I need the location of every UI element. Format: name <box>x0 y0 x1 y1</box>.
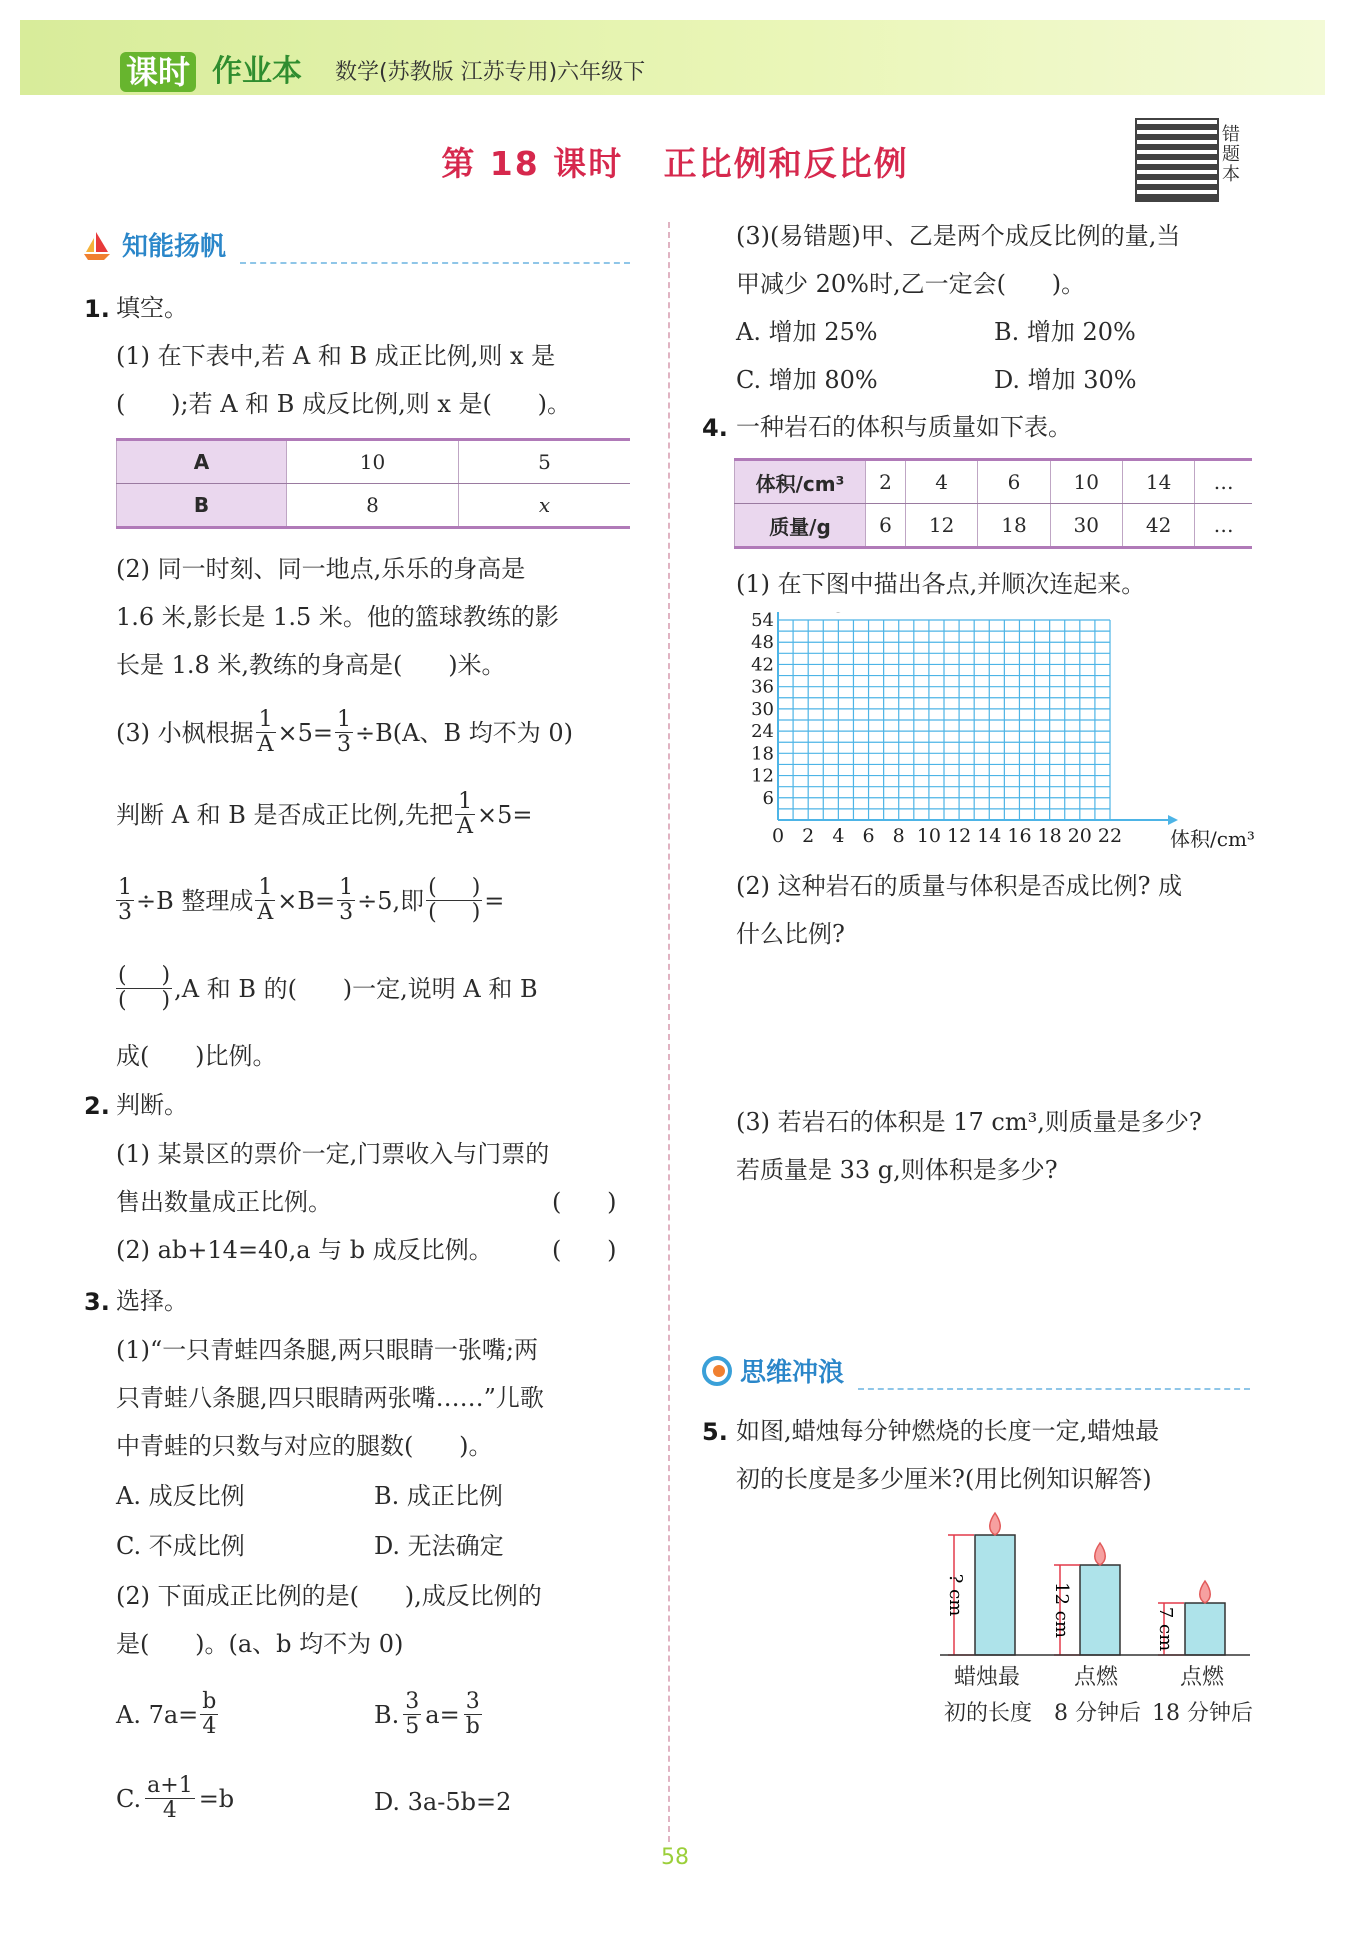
table-cell: 14 <box>1122 460 1194 504</box>
q4-part2-line2: 什么比例? <box>736 920 845 948</box>
text: C. <box>116 1784 142 1813</box>
candle-initial <box>945 1513 1015 1655</box>
x-tick-label: 8 <box>892 825 905 847</box>
q5-line2: 初的长度是多少厘米?(用比例知识解答) <box>736 1465 1152 1493</box>
table-cell: 42 <box>1122 504 1194 548</box>
y-tick-label: 36 <box>751 676 774 698</box>
q4-part3-line2: 若质量是 33 g,则体积是多少? <box>736 1156 1058 1184</box>
option-b[interactable] <box>374 1690 482 1739</box>
blank-fraction[interactable] <box>116 964 172 1013</box>
q1-part3-line5: 成( )比例。 <box>116 1042 277 1070</box>
option-b[interactable]: B. 增加 20% <box>994 318 1136 346</box>
question-number: 4. <box>702 414 728 442</box>
numerator: 1 <box>337 707 352 732</box>
candle-caption: 点燃 <box>1074 1665 1119 1690</box>
option-c[interactable] <box>116 1774 234 1823</box>
text: = <box>484 886 505 915</box>
q4-table <box>734 458 1252 549</box>
numerator-blank[interactable]: ( ) <box>428 875 481 900</box>
qr-code-icon[interactable] <box>1135 118 1219 202</box>
text: ,A 和 B 的( )一定,说明 A 和 B <box>174 974 538 1003</box>
table-header-volume: 体积/cm³ <box>735 460 866 504</box>
q1-part2-line3: 长是 1.8 米,教练的身高是( )米。 <box>116 651 506 679</box>
q1-part3-line2 <box>116 790 533 839</box>
q2-part1-line2: 售出数量成正比例。 <box>116 1188 332 1216</box>
numerator: 1 <box>339 875 354 900</box>
text: (3) 小枫根据 <box>116 718 254 747</box>
candle-caption: 18 分钟后 <box>1152 1701 1253 1726</box>
fraction <box>337 876 355 925</box>
fraction <box>200 1690 218 1739</box>
qr-caption: 错题本 <box>1222 124 1240 185</box>
numerator: 3 <box>405 1689 420 1714</box>
x-tick-label: 20 <box>1067 825 1092 847</box>
x-tick-label: 2 <box>802 825 815 847</box>
denominator: 3 <box>339 900 354 925</box>
logo-text: 作业本 <box>212 54 302 89</box>
question-stem: 填空。 <box>116 294 188 322</box>
table-cell: 8 <box>286 484 458 528</box>
q3-part2-line1: (2) 下面成正比例的是( ),成反比例的 <box>116 1582 542 1610</box>
question-number: 5. <box>702 1418 728 1446</box>
denominator-blank[interactable]: ( ) <box>118 988 171 1013</box>
column-divider <box>668 222 670 1842</box>
text: a= <box>425 1700 460 1729</box>
text: A. 7a= <box>116 1700 199 1729</box>
x-tick-label: 18 <box>1037 825 1062 847</box>
section-icon <box>700 1354 734 1392</box>
x-tick-label: 6 <box>862 825 875 847</box>
table-cell: … <box>1195 504 1252 548</box>
candle-18-min <box>1155 1581 1225 1655</box>
q1-part2-line2: 1.6 米,影长是 1.5 米。他的篮球教练的影 <box>116 603 559 631</box>
x-tick-label: 12 <box>946 825 972 847</box>
fraction <box>464 1690 482 1739</box>
blank-fraction[interactable] <box>426 876 482 925</box>
q2-part1-line1: (1) 某景区的票价一定,门票收入与门票的 <box>116 1140 550 1168</box>
text: 判断 A 和 B 是否成正比例,先把 <box>116 800 454 829</box>
y-tick-label: 18 <box>751 743 774 765</box>
candle-caption: 初的长度 <box>944 1701 1033 1726</box>
q3-part1-line2: 只青蛙八条腿,四只眼睛两张嘴……”儿歌 <box>116 1384 544 1412</box>
fraction <box>145 1774 195 1823</box>
q1-part2-line1: (2) 同一时刻、同一地点,乐乐的身高是 <box>116 555 526 583</box>
y-tick-label: 6 <box>762 787 774 809</box>
y-tick-label: 12 <box>751 765 774 787</box>
table-header-mass: 质量/g <box>735 504 866 548</box>
q1-part3-line1 <box>116 708 573 757</box>
table-cell: 10 <box>286 440 458 484</box>
fraction <box>455 790 475 839</box>
y-axis-label <box>786 612 846 613</box>
numerator: b <box>202 1689 217 1714</box>
option-c[interactable]: C. 增加 80% <box>736 366 878 394</box>
x-tick-label: 22 <box>1097 825 1123 847</box>
option-a[interactable] <box>116 1690 218 1739</box>
x-tick-label: 14 <box>977 825 1002 847</box>
table-cell: 30 <box>1050 504 1122 548</box>
denominator: A <box>257 900 274 925</box>
q1-table <box>116 438 630 529</box>
y-tick-label: 42 <box>751 654 774 676</box>
y-tick-label: 24 <box>751 721 774 743</box>
table-cell: 18 <box>978 504 1050 548</box>
q4-part1: (1) 在下图中描出各点,并顺次连起来。 <box>736 570 1146 598</box>
numerator: 1 <box>256 708 276 733</box>
question-number: 2. <box>84 1092 110 1120</box>
table-cell: 6 <box>978 460 1050 504</box>
answer-paren[interactable]: ( ) <box>552 1188 617 1216</box>
numerator: 1 <box>255 876 275 901</box>
fraction <box>335 708 353 757</box>
denominator: 3 <box>337 732 352 757</box>
fraction <box>255 876 275 925</box>
logo: 课时 <box>120 52 196 92</box>
q2-part2: (2) ab+14=40,a 与 b 成反比例。 <box>116 1236 493 1264</box>
denominator-blank[interactable]: ( ) <box>428 900 481 925</box>
table-cell: … <box>1195 460 1252 504</box>
question-number: 1. <box>84 295 110 323</box>
text: ÷B 整理成 <box>136 886 254 915</box>
text: =b <box>198 1784 235 1813</box>
q1-part3-line3 <box>116 876 504 925</box>
text: ÷B(A、B 均不为 0) <box>355 718 573 747</box>
text: ×5= <box>477 800 533 829</box>
table-cell: 12 <box>905 504 977 548</box>
q4-part3-line1: (3) 若岩石的体积是 17 cm³,则质量是多少? <box>736 1108 1202 1136</box>
height-label: 12 cm <box>1051 1582 1072 1638</box>
y-tick-label: 54 <box>751 612 774 631</box>
fraction <box>116 876 134 925</box>
text: ×5= <box>277 718 334 747</box>
numerator-blank[interactable]: ( ) <box>118 963 171 988</box>
option-d[interactable]: D. 增加 30% <box>994 366 1137 394</box>
table-header-b: B <box>117 484 287 528</box>
table-cell: 5 <box>459 440 630 484</box>
table-cell: 10 <box>1050 460 1122 504</box>
book-subtitle: 数学(苏教版 江苏专用)六年级下 <box>335 60 646 85</box>
table-cell: x <box>459 484 630 528</box>
denominator: 5 <box>405 1714 420 1739</box>
question-stem: 判断。 <box>116 1091 188 1119</box>
height-label: 7 cm <box>1155 1606 1176 1652</box>
denominator: 3 <box>118 900 132 925</box>
x-axis-label: 体积/cm³ <box>1170 827 1255 851</box>
q5-line1: 如图,蜡烛每分钟燃烧的长度一定,蜡烛最 <box>736 1417 1160 1445</box>
q3-part2-line2: 是( )。(a、b 均不为 0) <box>116 1630 404 1658</box>
q3-part3-line2: 甲减少 20%时,乙一定会( )。 <box>736 270 1086 298</box>
section-heading-1: 知能扬帆 <box>122 232 227 262</box>
table-header-a: A <box>117 440 287 484</box>
x-tick-label: 4 <box>832 825 845 847</box>
denominator: A <box>457 814 474 839</box>
section-underline <box>858 1388 1250 1390</box>
section-underline <box>240 262 630 264</box>
x-axis-arrow <box>1168 815 1178 825</box>
x-tick-label: 16 <box>1007 825 1032 847</box>
q3-part1-line3: 中青蛙的只数与对应的腿数( )。 <box>116 1432 493 1460</box>
fraction <box>403 1690 421 1739</box>
candle-caption: 8 分钟后 <box>1054 1701 1141 1726</box>
answer-paren[interactable]: ( ) <box>552 1236 617 1264</box>
denominator: A <box>257 732 274 757</box>
height-label: ? cm <box>945 1573 966 1617</box>
denominator: 4 <box>202 1714 217 1739</box>
denominator: b <box>465 1714 480 1739</box>
option-b[interactable]: B. 成正比例 <box>374 1482 503 1510</box>
page-number: 58 <box>661 1845 689 1870</box>
numerator: a+1 <box>147 1773 193 1798</box>
text: B. <box>374 1700 400 1729</box>
q1-part1-line1: (1) 在下表中,若 A 和 B 成正比例,则 x 是 <box>116 342 556 370</box>
candle-caption: 蜡烛最 <box>954 1665 1021 1690</box>
table-cell: 4 <box>905 460 977 504</box>
numerator: 1 <box>455 790 475 815</box>
numerator: 1 <box>118 875 132 900</box>
option-a[interactable]: A. 增加 25% <box>736 318 878 346</box>
x-tick-label: 10 <box>916 825 942 847</box>
candle-caption: 点燃 <box>1180 1665 1225 1690</box>
numerator: 3 <box>464 1690 482 1715</box>
table-cell: 6 <box>866 504 906 548</box>
y-tick-label: 48 <box>751 632 774 654</box>
candle-8-min <box>1051 1543 1120 1655</box>
text: ×B= <box>277 886 336 915</box>
question-stem: 选择。 <box>116 1287 188 1315</box>
fraction <box>256 708 276 757</box>
x-tick-label: 0 <box>771 825 785 847</box>
denominator: 4 <box>162 1798 177 1823</box>
q3-part1-line1: (1)“一只青蛙四条腿,两只眼睛一张嘴;两 <box>116 1336 538 1364</box>
blank-plot-grid[interactable] <box>740 612 1260 862</box>
table-cell: 2 <box>866 460 906 504</box>
option-a[interactable]: A. 成反比例 <box>116 1482 245 1510</box>
question-number: 3. <box>84 1288 110 1316</box>
page-title: 第 18 课时 正比例和反比例 <box>441 144 909 183</box>
q1-part3-line4 <box>116 964 538 1013</box>
section-heading-2: 思维冲浪 <box>740 1358 845 1388</box>
y-tick-label: 30 <box>751 698 774 720</box>
option-d[interactable]: D. 3a-5b=2 <box>374 1788 512 1816</box>
q1-part1-line2: ( );若 A 和 B 成反比例,则 x 是( )。 <box>116 390 571 418</box>
option-d[interactable]: D. 无法确定 <box>374 1532 504 1560</box>
q3-part3-line1: (3)(易错题)甲、乙是两个成反比例的量,当 <box>736 222 1181 250</box>
q4-part2-line1: (2) 这种岩石的质量与体积是否成比例? 成 <box>736 872 1183 900</box>
text: ÷5,即 <box>357 886 425 915</box>
section-icon <box>80 228 114 266</box>
question-stem: 一种岩石的体积与质量如下表。 <box>736 413 1072 441</box>
option-c[interactable]: C. 不成比例 <box>116 1532 245 1560</box>
